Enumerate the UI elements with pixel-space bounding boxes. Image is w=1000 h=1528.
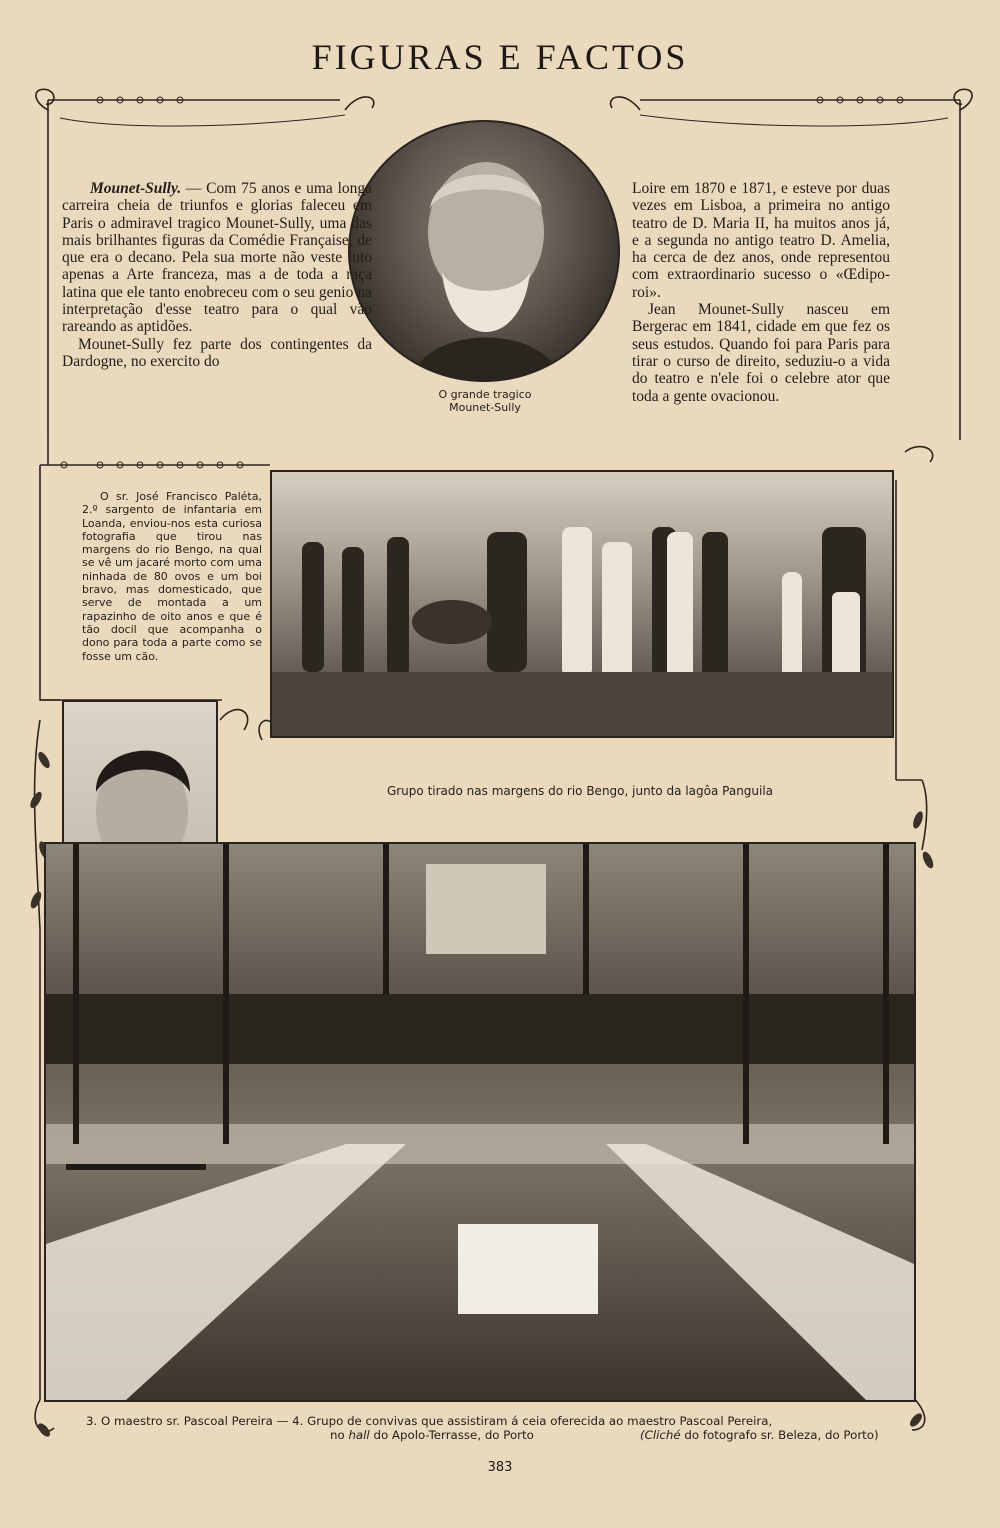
portrait-caption [400, 388, 570, 414]
credit-cliche: (Cliché [640, 1428, 681, 1442]
banquet-caption [60, 1414, 920, 1443]
caption-no: no [330, 1428, 345, 1442]
banquet-photo [44, 842, 916, 1402]
caption-apolo: do Apolo-Terrasse, do Porto [373, 1428, 534, 1442]
page-title: FIGURAS E FACTOS [311, 37, 689, 77]
caption-hall: hall [348, 1428, 370, 1442]
bengo-text: O sr. José Francisco Paléta, 2.º sargento de infantaria em Loanda, enviou-nos esta curiosa fotografia que tirou nas margens do rio Bengo, na qual se vê um jacaré morto com uma ninhada de 80 ovos e um boi bravo, mas domesticado, que serve de montada a um rapazinho de oito anos e que é tão docil que acompanha o dono para toda a parte como se fosse um cão. [82, 490, 262, 663]
portrait-caption-line1: O grande tragico [438, 388, 532, 401]
mounet-sully-article-left [62, 180, 372, 370]
banquet-caption-line2 [330, 1428, 534, 1442]
bengo-caption: Grupo tirado nas margens do rio Bengo, junto da lagôa Panguila [386, 784, 774, 798]
portrait-caption-line2: Mounet-Sully [449, 401, 521, 414]
article-paragraph3: Loire em 1870 e 1871, e esteve por duas vezes em Lisboa, a primeira no antigo teatro de D. Maria II, ha muitos anos já, e a segunda no antigo teatro D. Amelia, ha cerca de dez anos, onde representou com extraordinario sucesso o «Œdipo-roi». [632, 180, 890, 301]
mounet-sully-portrait [348, 120, 620, 382]
photo-credit [640, 1428, 879, 1442]
page-number: 383 [487, 1460, 513, 1475]
bengo-article [82, 490, 262, 663]
article-lead: Mounet-Sully. [90, 180, 182, 197]
mounet-sully-article-right [632, 180, 890, 405]
article-paragraph2: Mounet-Sully fez parte dos contingentes da Dardogne, no exercito do [62, 335, 372, 370]
article-paragraph1: — Com 75 anos e uma longa carreira cheia de triunfos e glorias faleceu em Paris o admiravel tragico Mounet-Sully, uma das mais brilhantes figuras da Comédie Française, de que era o decano. Pela sua morte não veste luto apenas a Arte franceza, mas a de toda a raça latina que ele tanto enobreceu com o seu genio na interpretação d'esse teatro para o qual vão rareando as aptidões. [62, 180, 373, 336]
banquet-caption-line1: 3. O maestro sr. Pascoal Pereira — 4. Grupo de convivas que assistiram á ceia oferecida ao maestro Pascoal Pereira, [86, 1414, 773, 1428]
credit-photographer: do fotografo sr. Beleza, do Porto) [684, 1428, 879, 1442]
bengo-group-photo [270, 470, 894, 738]
article-paragraph4: Jean Mounet-Sully nasceu em Bergerac em 1841, cidade em que fez os seus estudos. Quando foi para Paris para tirar o curso de direito, seduziu-o a vida do teatro e n'ele foi o celebre ator que toda a gente ovacionou. [632, 301, 890, 405]
